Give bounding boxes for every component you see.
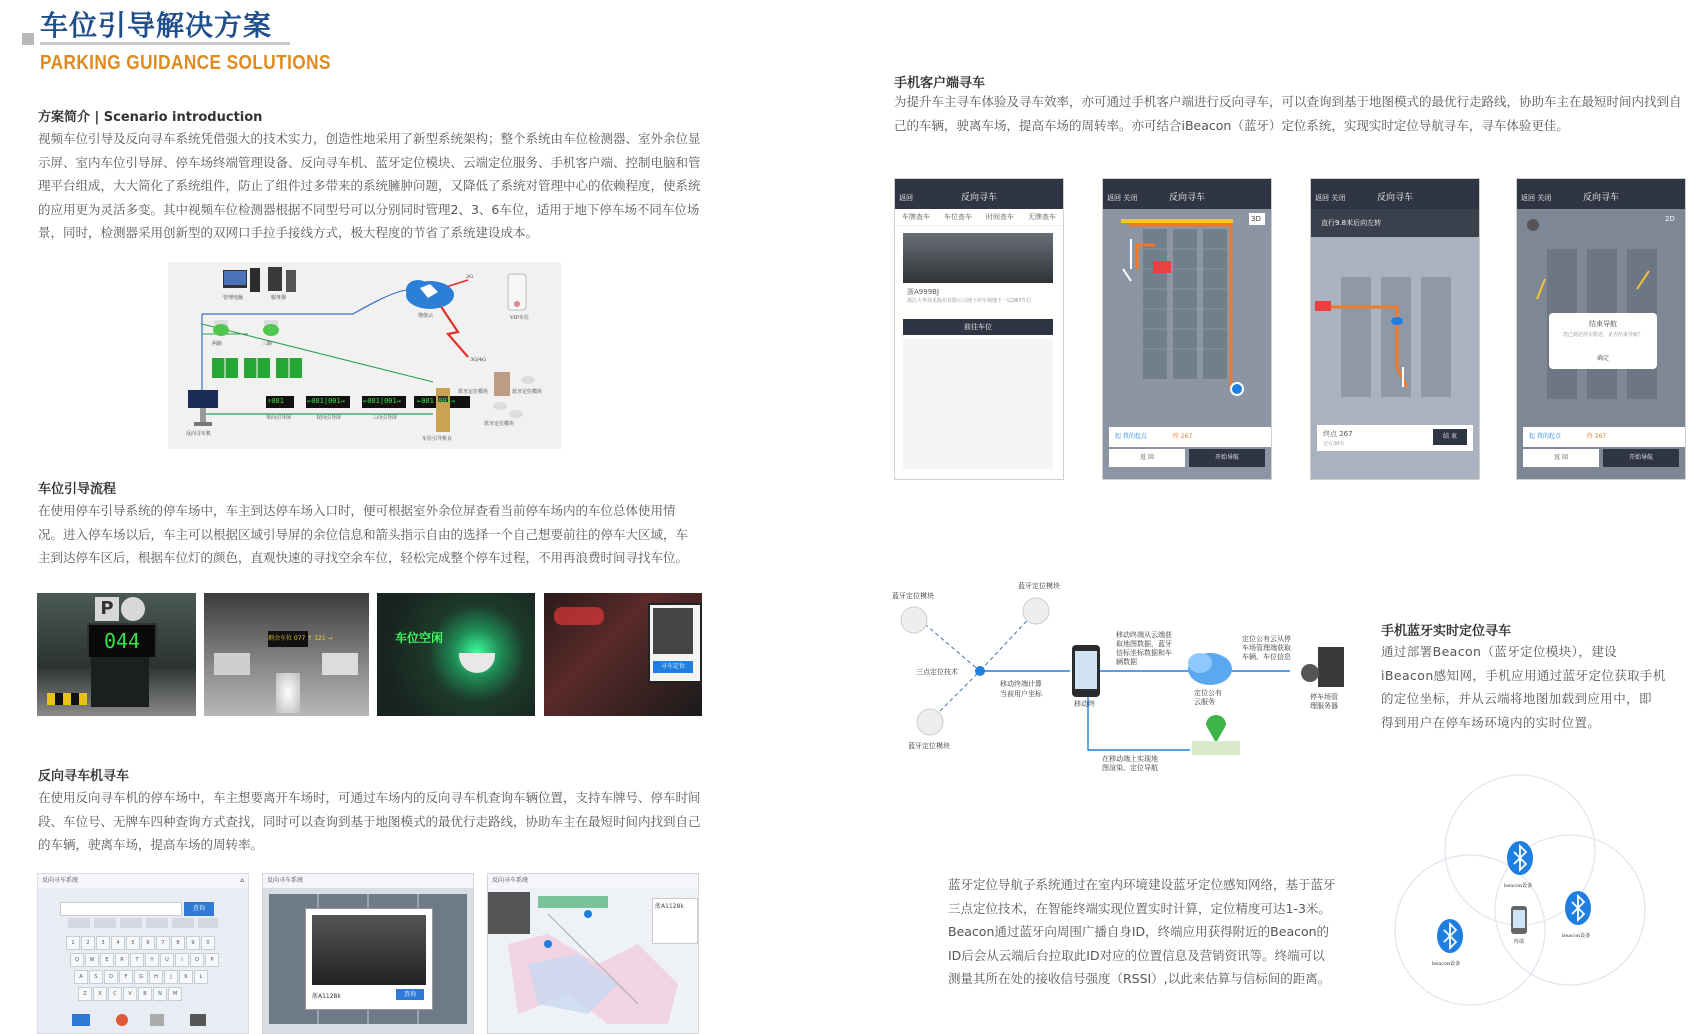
triangulation-label: 三点定位技术	[916, 668, 958, 676]
keyboard-key[interactable]: P	[205, 953, 219, 967]
intro-line: 景，同时，检测器采用创新型的双网口手拉手接线方式，极大程度的节省了系统建设成本。	[38, 225, 539, 240]
status-bar	[1103, 179, 1271, 187]
system-topology-diagram	[168, 262, 561, 449]
mobile-paragraph	[894, 90, 1694, 137]
end-nav-button[interactable]: 结 束	[1433, 429, 1467, 445]
reverse-heading: 反向寻车机寻车	[38, 769, 130, 784]
beacon-label: beacon设备	[1562, 933, 1591, 939]
mobile-line: 为提升车主寻车体验及寻车效率，亦可通过手机客户端进行反向寻车，可以查询到基于地图模式的最优行走路线，协助车主在最短时间内找到自	[894, 94, 1682, 109]
parking-address: 浙江大华技术股份有限公司地下停车场地下一层267车位	[907, 298, 1032, 304]
photo-space-indicator	[377, 593, 535, 716]
mobile-line: 己的车辆，驶离车场，提高车场的周转率。亦可结合iBeacon（蓝牙）定位系统，实现实时定位导航寻车，寻车体验更佳。	[894, 117, 1569, 133]
page-title: 车位引导解决方案	[40, 9, 273, 42]
arrow-sign-icon	[121, 597, 145, 621]
node-label: 蓝牙定位模块	[512, 389, 543, 395]
start-nav-button[interactable]: 开始导航	[1189, 449, 1265, 467]
server-label: 停车场管 理服务器	[1310, 693, 1338, 710]
app-title: 反向寻车	[960, 193, 997, 203]
parking-sign: P	[95, 597, 119, 621]
result-plate: 浙A1128k	[312, 993, 341, 1000]
keyboard-key[interactable]: X	[93, 987, 107, 1001]
node-label: 服务器	[271, 295, 287, 301]
status-bar	[895, 179, 1063, 187]
reverse-line: 的车辆，驶离车场，提高车场的周转率。	[38, 837, 264, 852]
back-button[interactable]: 返 回	[1523, 449, 1599, 467]
kiosk-title: 反向寻车系统	[267, 877, 304, 884]
keyboard-key[interactable]: 7	[156, 936, 170, 950]
3d-toggle[interactable]: 3D	[1251, 215, 1261, 223]
flow-paragraph	[38, 499, 718, 570]
node-label: 车位引导机台	[422, 436, 453, 442]
app-title: 反向寻车	[1168, 193, 1205, 203]
keyboard-key[interactable]: 9	[186, 936, 200, 950]
locate-button[interactable]: 寻车定位	[653, 661, 693, 673]
app-title: 反向寻车	[1582, 193, 1619, 203]
reverse-line: 段、车位号、无牌车四种查询方式查找，同时可以查询到基于地图模式的最优行走路线，协助车主在最短时间内找到自己	[38, 813, 701, 829]
keyboard-key[interactable]: C	[108, 987, 122, 1001]
node-label: 增值云	[418, 313, 434, 319]
bluetooth-architecture-diagram	[890, 575, 1360, 780]
remaining-count-display: 044	[87, 623, 157, 659]
keyboard-key[interactable]: W	[85, 953, 99, 967]
bt-nav-paragraph	[1381, 640, 1681, 734]
tab-space[interactable]: 车位查车	[944, 213, 972, 221]
keyboard-key[interactable]: 3	[96, 936, 110, 950]
keyboard-key[interactable]: Q	[70, 953, 84, 967]
dialog-message: 您已到达停车附近，是否结束导航？	[1562, 332, 1643, 338]
title-marker	[22, 33, 34, 45]
search-input[interactable]	[60, 902, 182, 916]
photo-outdoor-display	[37, 593, 196, 716]
beacon-label: beacon设备	[1432, 961, 1461, 967]
go-to-space-button[interactable]: 前往车位	[903, 319, 1053, 335]
indoor-guide-screen: 剩余车位 077 ↑ 121 →	[268, 631, 308, 647]
kiosk-title: 反向寻车系统	[492, 877, 529, 884]
car-photo	[903, 233, 1053, 283]
on-screen-keyboard	[66, 936, 226, 1006]
screen-value: ←001 001→	[417, 397, 455, 405]
keyboard-key[interactable]: T	[130, 953, 144, 967]
key-row[interactable]	[68, 918, 218, 928]
blank-area	[903, 339, 1053, 469]
bt-desc-line: Beacon通过蓝牙向周围广播自身ID，终端应用获得附近的Beacon的	[948, 924, 1330, 939]
keyboard-key[interactable]: J	[164, 970, 178, 984]
screen-value: ←001|001→	[307, 397, 345, 405]
bt-desc-line: 三点定位技术，在智能终端实现位置实时计算，定位精度可达1-3米。	[948, 900, 1331, 916]
keyboard-key[interactable]: U	[160, 953, 174, 967]
route-endpoints	[1523, 427, 1685, 447]
intro-paragraph	[38, 127, 718, 245]
keyboard-key[interactable]: 5	[126, 936, 140, 950]
bt-desc-line: 蓝牙定位导航子系统通过在室内环境建设蓝牙定位感知网络，基于蓝牙	[948, 877, 1336, 892]
result-popup	[305, 908, 433, 1010]
phone-label: 移动终	[1074, 700, 1095, 708]
photo-indoor-guidance	[204, 593, 369, 716]
node-label: VIP车位	[510, 315, 529, 321]
bt-nav-line: 的定位坐标，并从云端将地图加载到应用中，即	[1381, 691, 1652, 706]
keyboard-key[interactable]: K	[179, 970, 193, 984]
back-button[interactable]: 返回	[899, 194, 913, 202]
bt-desc-line: ID后会从云端后台拉取此ID对应的位置信息及营销资讯等。终端可以	[948, 947, 1325, 963]
intro-line: 理平台组成，大大简化了系统组件，防止了组件过多带来的系统臃肿问题，又降低了系统对管理中心的依赖程度，使系统	[38, 178, 701, 193]
kiosk-header	[38, 874, 249, 888]
floor-light	[276, 673, 300, 713]
kiosk-nav-button[interactable]	[190, 1014, 206, 1026]
remaining-distance: 还有38米	[1323, 441, 1345, 447]
start-nav-button[interactable]: 开始导航	[1603, 449, 1679, 467]
screen-value: ←001|001→	[363, 397, 401, 405]
keyboard-key[interactable]: N	[153, 987, 167, 1001]
back-button[interactable]: 返 回	[1109, 449, 1185, 467]
phone-screen-search	[894, 178, 1064, 480]
kiosk-title: 反向寻车系统	[42, 877, 79, 884]
reverse-line: 在使用反向寻车机的停车场中，车主想要离开车场时，可通过车场内的反向寻车机查询车辆位置，支持车牌号、停车时间	[38, 790, 701, 805]
phone-screen-navigating	[1310, 178, 1480, 480]
keyboard-key[interactable]: Z	[78, 987, 92, 1001]
keyboard-key[interactable]: R	[115, 953, 129, 967]
bt-desc-line: 测量其所在处的接收信号强度（RSSI）,以此来估算与信标间的距离。	[948, 971, 1331, 986]
app-title-bar	[1311, 187, 1479, 209]
tab-plate[interactable]: 车牌查车	[902, 213, 930, 221]
display-pillar	[91, 657, 149, 707]
result-confirm-button[interactable]: 查询	[396, 989, 424, 1000]
speed-bump	[47, 693, 87, 705]
app-title-bar	[1517, 187, 1685, 209]
node-label: 蓝牙定位模块	[484, 421, 515, 427]
flow-line: 况。进入停车场以后，车主可以根据区域引导屏的余位信息和箭头指示自由的选择一个自己想要前往的停车大区域，车	[38, 526, 689, 542]
keyboard-key[interactable]: B	[138, 987, 152, 1001]
title-divider	[40, 42, 290, 45]
start-point[interactable]: 起 我的起点	[1115, 433, 1147, 440]
node-label: 单向引导屏	[266, 415, 292, 421]
node-label: 蓝牙定位模块	[458, 389, 489, 395]
photo-reverse-search	[544, 593, 702, 716]
end-point: 终点 267	[1323, 430, 1353, 438]
turn-instruction: 直行9.8米后向左转	[1311, 209, 1480, 237]
keyboard-key[interactable]: F	[119, 970, 133, 984]
indicator-lamp	[459, 653, 495, 673]
app-title: 反向寻车	[1376, 193, 1413, 203]
beacon-coverage-figure	[1370, 770, 1670, 1010]
back-button[interactable]: 返回 关闭	[1107, 194, 1138, 202]
end-nav-dialog	[1549, 313, 1657, 369]
status-bar	[1311, 179, 1479, 187]
car	[214, 653, 250, 675]
car-taillight	[554, 607, 604, 625]
bt-module-label: 蓝牙定位模块	[1018, 582, 1060, 590]
keyboard-key[interactable]: G	[134, 970, 148, 984]
keyboard-key[interactable]: 2	[81, 936, 95, 950]
cloud-label: 定位公有 云服务	[1194, 689, 1222, 706]
node-label: 两路	[212, 341, 223, 347]
kiosk-keyboard-screen	[37, 873, 249, 1034]
keyboard-key[interactable]: I	[175, 953, 189, 967]
bt-nav-heading: 手机蓝牙实时定位寻车	[1381, 624, 1512, 639]
kiosk-nav-button[interactable]	[72, 1014, 90, 1026]
bt-module-label: 蓝牙定位模块	[892, 592, 934, 600]
bt-module-label: 蓝牙定位模块	[908, 742, 950, 750]
upload-label: 移动终端从云端获 取地图数据，蓝牙 信标坐标数据和车 辆数据	[1116, 631, 1172, 666]
node-label: 管理电脑	[223, 295, 244, 301]
map-info-panel: 浙A1128k	[652, 898, 698, 944]
dialog-confirm-button[interactable]: 确定	[1596, 355, 1609, 362]
keyboard-key[interactable]: E	[100, 953, 114, 967]
intro-heading: 方案简介 | Scenario introduction	[38, 110, 263, 125]
destination-panel	[1317, 425, 1473, 451]
keyboard-key[interactable]: A	[74, 970, 88, 984]
space-free-sign: 车位空闲	[395, 631, 444, 645]
node-label: 三向引导屏	[372, 415, 398, 421]
app-title-bar	[1103, 187, 1271, 209]
flow-heading: 车位引导流程	[38, 482, 117, 497]
bt-nav-line: 通过部署Beacon（蓝牙定位模块），建设	[1381, 644, 1618, 659]
intro-line: 的应用更为灵活多变。其中视频车位检测器根据不同型号可以分别同时管理2、3、6车位，适用于地下停车场不同车位场	[38, 201, 700, 217]
terminal-label: 终端	[1514, 939, 1525, 945]
keyboard-key[interactable]: L	[194, 970, 208, 984]
keyboard-key[interactable]: 4	[111, 936, 125, 950]
home-icon[interactable]: ⌂	[240, 877, 244, 884]
intro-line: 示屏、室内车位引导屏、停车场终端管理设备、反向寻车机、蓝牙定位模块、云端定位服务、手机客户端、控制电脑和管	[38, 154, 701, 170]
flow-line: 主到达停车区后，根据车位灯的颜色，直观快速的寻找空余车位，轻松完成整个停车过程，不用再浪费时间寻找车位。	[38, 550, 689, 565]
2d-toggle[interactable]: 2D	[1665, 215, 1675, 223]
phone-calc-label: 移动终端计算 当前用户坐标	[1000, 680, 1042, 698]
keyboard-key[interactable]: M	[168, 987, 182, 1001]
search-button[interactable]: 查询	[184, 902, 214, 916]
keyboard-key[interactable]: 6	[141, 936, 155, 950]
plate-number: 浙A999BJ	[907, 288, 940, 296]
dialog-title: 结束导航	[1589, 320, 1617, 328]
reverse-paragraph	[38, 786, 718, 857]
keyboard-key[interactable]: 8	[171, 936, 185, 950]
keyboard-key[interactable]: H	[149, 970, 163, 984]
keyboard-key[interactable]: 0	[201, 936, 215, 950]
cloud-fetch-label: 定位公有云从停 车场管理端获取 车辆、车位信息	[1242, 635, 1291, 661]
mobile-heading: 手机客户端寻车	[894, 76, 986, 91]
back-button[interactable]: 返回 关闭	[1521, 194, 1552, 202]
phone-screen-arrived	[1516, 178, 1686, 480]
handheld-screen	[648, 603, 702, 683]
node-label: 双向引导屏	[316, 415, 342, 421]
intro-line: 视频车位引导及反向寻车系统凭借强大的技术实力，创造性地采用了新型系统架构；整个系统由车位检测器、室外余位显	[38, 131, 701, 146]
status-bar	[1517, 179, 1685, 187]
node-label: 三路	[262, 341, 273, 347]
keyboard-key[interactable]: 1	[66, 936, 80, 950]
end-point[interactable]: 终 267	[1172, 433, 1193, 440]
phone-screen-route	[1102, 178, 1272, 480]
keyboard-key[interactable]: Y	[145, 953, 159, 967]
node-label: 2G	[466, 274, 474, 280]
tab-noplate[interactable]: 无牌查车	[1028, 213, 1056, 221]
back-button[interactable]: 返回 关闭	[1315, 194, 1346, 202]
result-photo	[312, 915, 426, 985]
app-title-bar	[895, 187, 1063, 209]
beacon-label: beacon设备	[1504, 883, 1533, 889]
bt-nav-line: iBeacon感知网，手机应用通过蓝牙定位获取手机	[1381, 667, 1666, 683]
keyboard-key[interactable]: O	[190, 953, 204, 967]
keyboard-key[interactable]: S	[89, 970, 103, 984]
kiosk-nav-button[interactable]	[116, 1014, 128, 1026]
car	[322, 653, 358, 675]
node-label: 3G/4G	[470, 357, 487, 363]
start-point[interactable]: 起 我的起点	[1529, 433, 1561, 440]
node-label: 反向寻车机	[186, 431, 212, 437]
bt-desc-paragraph	[948, 873, 1348, 991]
bt-nav-line: 得到用户在停车场环境内的实时位置。	[1381, 714, 1601, 730]
keyboard-key[interactable]: D	[104, 970, 118, 984]
keyboard-key[interactable]: V	[123, 987, 137, 1001]
camera-view	[653, 608, 693, 654]
query-tabs	[895, 209, 1063, 226]
page-subtitle: PARKING GUIDANCE SOLUTIONS	[40, 52, 331, 74]
route-endpoints	[1109, 427, 1271, 447]
map-render-label: 在移动端上实现地 图渲染、定位导航	[1102, 755, 1158, 772]
tab-time[interactable]: 时间查车	[986, 213, 1014, 221]
end-point[interactable]: 终 267	[1586, 433, 1607, 440]
kiosk-result-screen	[262, 873, 474, 1034]
screen-value: ↑001	[267, 397, 284, 405]
kiosk-header	[263, 874, 474, 888]
kiosk-nav-button[interactable]	[150, 1014, 164, 1026]
flow-line: 在使用停车引导系统的停车场中，车主到达停车场入口时，便可根据室外余位屏查看当前停车场内的车位总体使用情	[38, 503, 676, 518]
kiosk-map-screen	[487, 873, 699, 1034]
